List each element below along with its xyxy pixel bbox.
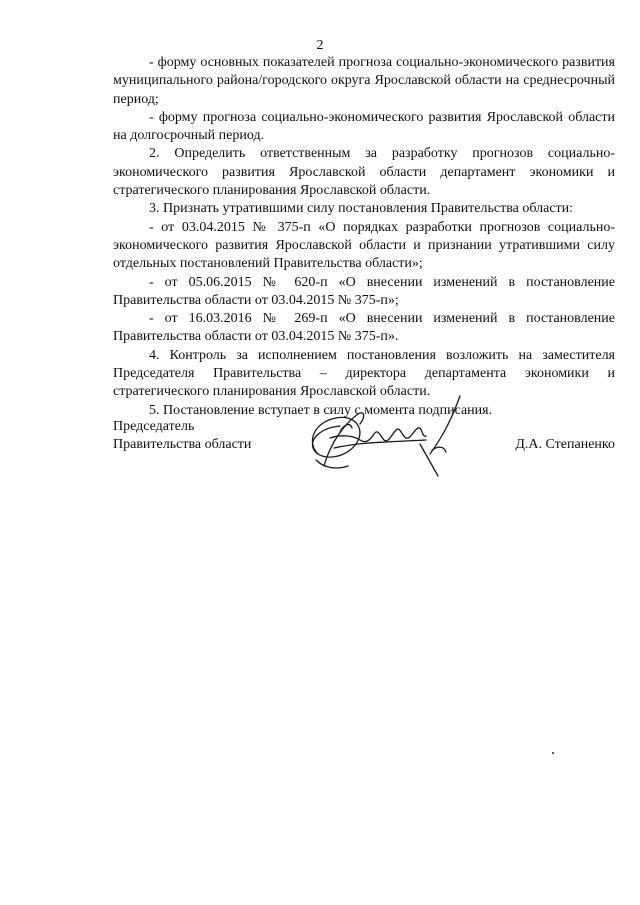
paragraph-repeal-620: - от 05.06.2015 № 620-п «О внесении изменений в постановление Правительства области от 03.04.2015 № 375-п»; <box>113 274 615 308</box>
paragraph-item-4: 4. Контроль за исполнением постановления возложить на заместителя Председателя Правительства – директора департамента экономики и стратегического планирования Ярославской области. <box>113 347 615 400</box>
signer-name: Д.А. Степаненко <box>515 437 615 452</box>
paragraph-repeal-269: - от 16.03.2016 № 269-п «О внесении изменений в постановление Правительства области от 03.04.2015 № 375-п». <box>113 311 615 345</box>
paragraph-item-5: 5. Постановление вступает в силу с момента подписания. <box>149 402 493 418</box>
paragraph-form-municipal: - форму основных показателей прогноза социально-экономического развития муниципального района/городского округа Ярославской области на среднесрочный период; <box>113 55 615 107</box>
page-number: 2 <box>316 38 324 53</box>
signer-title-line-2: Правительства области <box>113 437 252 453</box>
paragraph-item-2: 2. Определить ответственным за разработку прогнозов социально-экономического развития Ярославской области департамент экономики и стратегического планирования Ярославской области. <box>113 146 615 199</box>
paragraph-form-longterm: - форму прогноза социально-экономического развития Ярославской области на долгосрочный период. <box>113 109 615 144</box>
paragraph-item-3: 3. Признать утратившими силу постановления Правительства области: <box>149 201 574 217</box>
paragraph-repeal-375: - от 03.04.2015 № 375-п «О порядках разработки прогнозов социально-экономического развития Ярославской области и признании утратившими силу отдельных постановлений Правительства области»; <box>113 219 615 272</box>
handwritten-signature <box>300 384 480 494</box>
signer-title-line-1: Председатель <box>113 419 195 434</box>
signer-title <box>113 418 251 455</box>
document-body <box>113 54 615 420</box>
scan-speck <box>552 752 554 754</box>
